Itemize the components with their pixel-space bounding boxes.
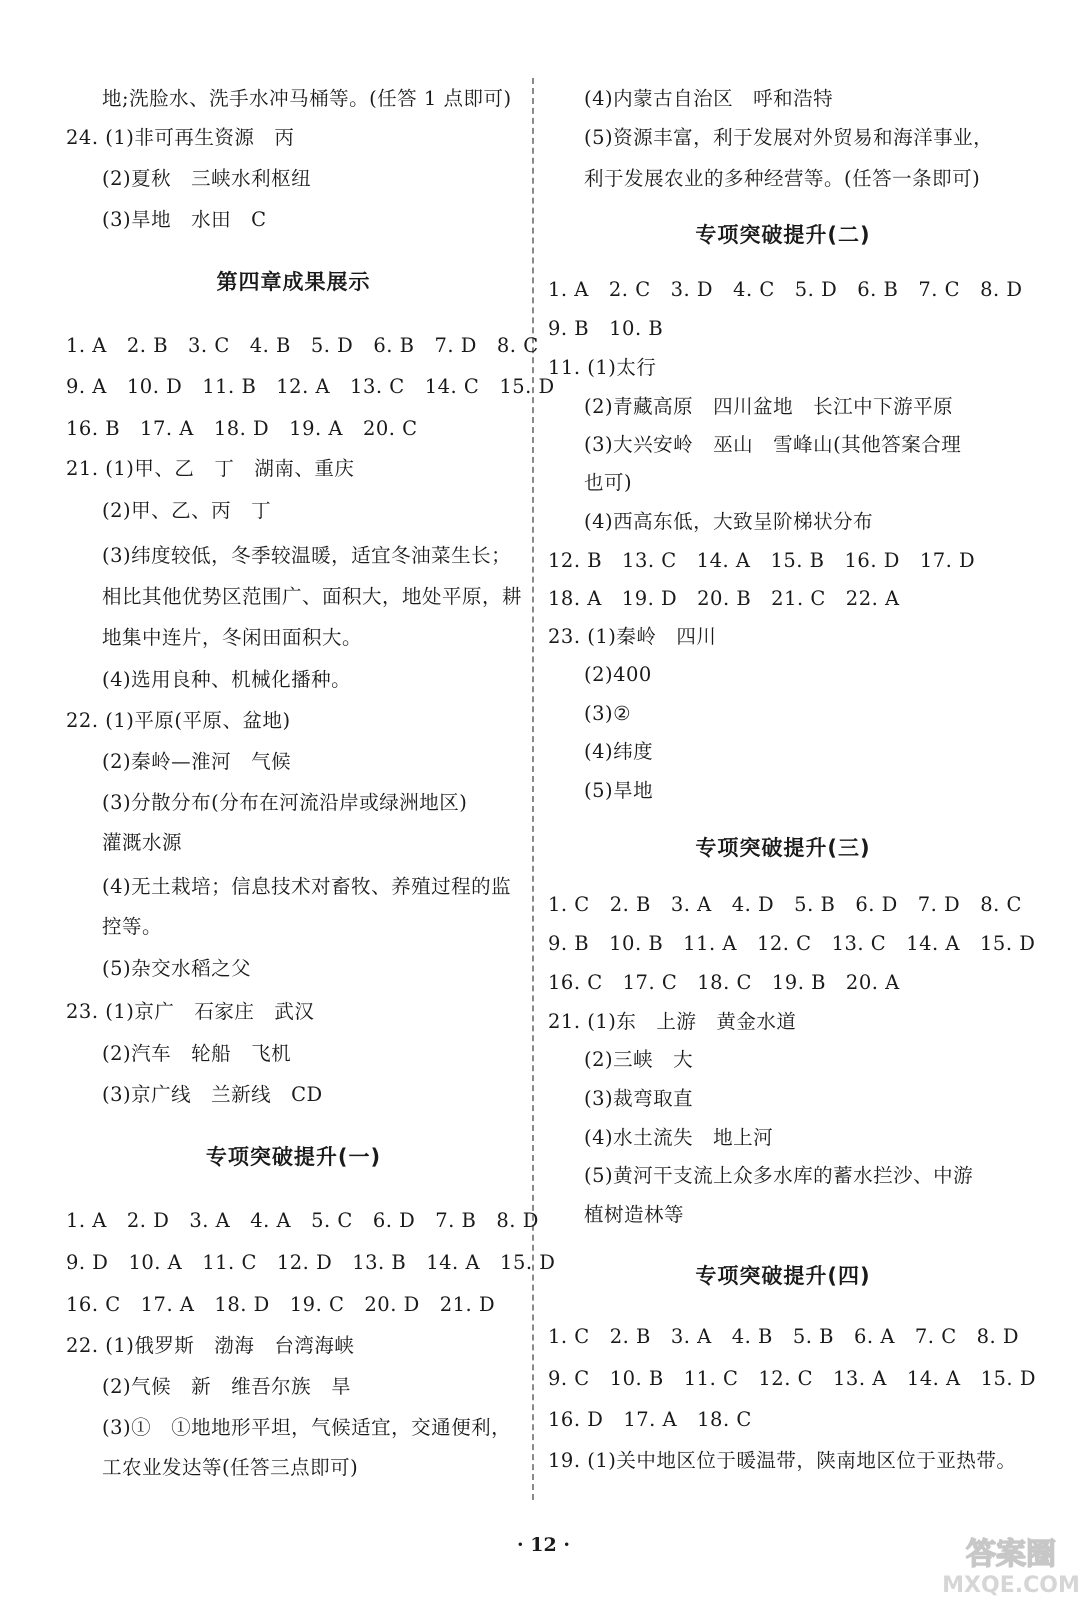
answer-line: 控等。 <box>102 915 163 938</box>
answer-line: (3)旱地 水田 C <box>102 208 267 231</box>
answer-line: (4)纬度 <box>584 740 654 763</box>
answer-line: (5)杂交水稻之父 <box>102 957 252 980</box>
answer-line: 9. D 10. A 11. C 12. D 13. B 14. A 15. D <box>66 1251 556 1274</box>
answer-line: (4)水土流失 地上河 <box>584 1126 774 1149</box>
answer-line: (2)青藏高原 四川盆地 长江中下游平原 <box>584 395 954 418</box>
answer-line: (2)夏秋 三峡水利枢纽 <box>102 167 312 190</box>
answer-line: 9. A 10. D 11. B 12. A 13. C 14. C 15. D <box>66 375 555 398</box>
answer-line: 16. B 17. A 18. D 19. A 20. C <box>66 417 418 440</box>
answer-line: 地;洗脸水、洗手水冲马桶等。(任答 1 点即可) <box>102 87 512 110</box>
answer-line: (5)黄河干支流上众多水库的蓄水拦沙、中游 <box>584 1164 974 1187</box>
answer-line: (2)秦岭—淮河 气候 <box>102 750 292 773</box>
answer-line: 工农业发达等(任答三点即可) <box>102 1456 359 1479</box>
answer-line: (3)② <box>584 702 632 725</box>
answer-line: 也可) <box>584 471 633 494</box>
answer-line: (3)京广线 兰新线 CD <box>102 1083 323 1106</box>
answer-line: (4)无土栽培；信息技术对畜牧、养殖过程的监 <box>102 875 512 898</box>
answer-line: 11. (1)太行 <box>548 356 657 379</box>
answer-line: 16. C 17. A 18. D 19. C 20. D 21. D <box>66 1293 496 1316</box>
answer-line: (3)大兴安岭 巫山 雪峰山(其他答案合理 <box>584 433 962 456</box>
column-divider <box>532 78 534 1500</box>
page-number: · 12 · <box>517 1534 570 1556</box>
answer-line: (2)甲、乙、丙 丁 <box>102 499 272 522</box>
answer-line: (3)① ①地地形平坦，气候适宜，交通便利， <box>102 1416 512 1439</box>
answer-line: 23. (1)京广 石家庄 武汉 <box>66 1000 315 1023</box>
answer-line: 24. (1)非可再生资源 丙 <box>66 126 295 149</box>
answer-line: 1. A 2. D 3. A 4. A 5. C 6. D 7. B 8. D <box>66 1209 539 1232</box>
answer-line: (2)400 <box>584 663 652 686</box>
answer-line: 16. C 17. C 18. C 19. B 20. A <box>548 971 900 994</box>
answer-line: (2)气候 新 维吾尔族 旱 <box>102 1375 352 1398</box>
site-watermark <box>941 1530 1081 1598</box>
answer-line: 相比其他优势区范围广、面积大，地处平原，耕 <box>102 585 523 608</box>
watermark-logo-text: 答案圈 <box>966 1537 1056 1572</box>
answer-line: (3)纬度较低，冬季较温暖，适宜冬油菜生长； <box>102 544 512 567</box>
answer-line: 16. D 17. A 18. C <box>548 1408 752 1431</box>
section-heading: 专项突破提升(三) <box>695 836 871 860</box>
answer-line: 12. B 13. C 14. A 15. B 16. D 17. D <box>548 549 976 572</box>
answer-line: (4)选用良种、机械化播种。 <box>102 668 352 691</box>
section-heading: 第四章成果展示 <box>216 270 371 294</box>
answer-line: 23. (1)秦岭 四川 <box>548 625 717 648</box>
answer-line: (5)资源丰富，利于发展对外贸易和海洋事业， <box>584 126 994 149</box>
answer-line: 1. C 2. B 3. A 4. B 5. B 6. A 7. C 8. D <box>548 1325 1020 1348</box>
answer-line: (5)旱地 <box>584 779 654 802</box>
section-heading: 专项突破提升(二) <box>695 223 871 247</box>
answer-line: (4)西高东低，大致呈阶梯状分布 <box>584 510 874 533</box>
answer-line: 地集中连片，冬闲田面积大。 <box>102 626 363 649</box>
answer-line: 1. A 2. B 3. C 4. B 5. D 6. B 7. D 8. C <box>66 334 539 357</box>
answer-line: 灌溉水源 <box>102 831 183 854</box>
answer-line: 1. C 2. B 3. A 4. D 5. B 6. D 7. D 8. C <box>548 893 1022 916</box>
answer-line: 9. B 10. B 11. A 12. C 13. C 14. A 15. D <box>548 932 1036 955</box>
answer-line: 利于发展农业的多种经营等。(任答一条即可) <box>584 167 981 190</box>
answer-line: 21. (1)东 上游 黄金水道 <box>548 1010 797 1033</box>
section-heading: 专项突破提升(四) <box>695 1264 871 1288</box>
answer-line: 19. (1)关中地区位于暖温带，陕南地区位于亚热带。 <box>548 1449 1017 1472</box>
answer-line: (3)裁弯取直 <box>584 1087 694 1110</box>
answer-line: 22. (1)俄罗斯 渤海 台湾海峡 <box>66 1334 355 1357</box>
answer-line: 1. A 2. C 3. D 4. C 5. D 6. B 7. C 8. D <box>548 278 1023 301</box>
answer-line: 9. C 10. B 11. C 12. C 13. A 14. A 15. D <box>548 1367 1036 1390</box>
answer-line: (2)汽车 轮船 飞机 <box>102 1042 292 1065</box>
answer-line: 植树造林等 <box>584 1203 685 1226</box>
answer-line: (3)分散分布(分布在河流沿岸或绿洲地区) <box>102 791 468 814</box>
answer-line: 18. A 19. D 20. B 21. C 22. A <box>548 587 900 610</box>
answer-line: (2)三峡 大 <box>584 1048 694 1071</box>
answer-line: 22. (1)平原(平原、盆地) <box>66 709 291 732</box>
answer-line: (4)内蒙古自治区 呼和浩特 <box>584 87 834 110</box>
section-heading: 专项突破提升(一) <box>205 1145 382 1169</box>
watermark-url-text: MXQE.COM <box>942 1573 1080 1598</box>
answer-line: 21. (1)甲、乙 丁 湖南、重庆 <box>66 457 355 480</box>
answer-line: 9. B 10. B <box>548 317 664 340</box>
